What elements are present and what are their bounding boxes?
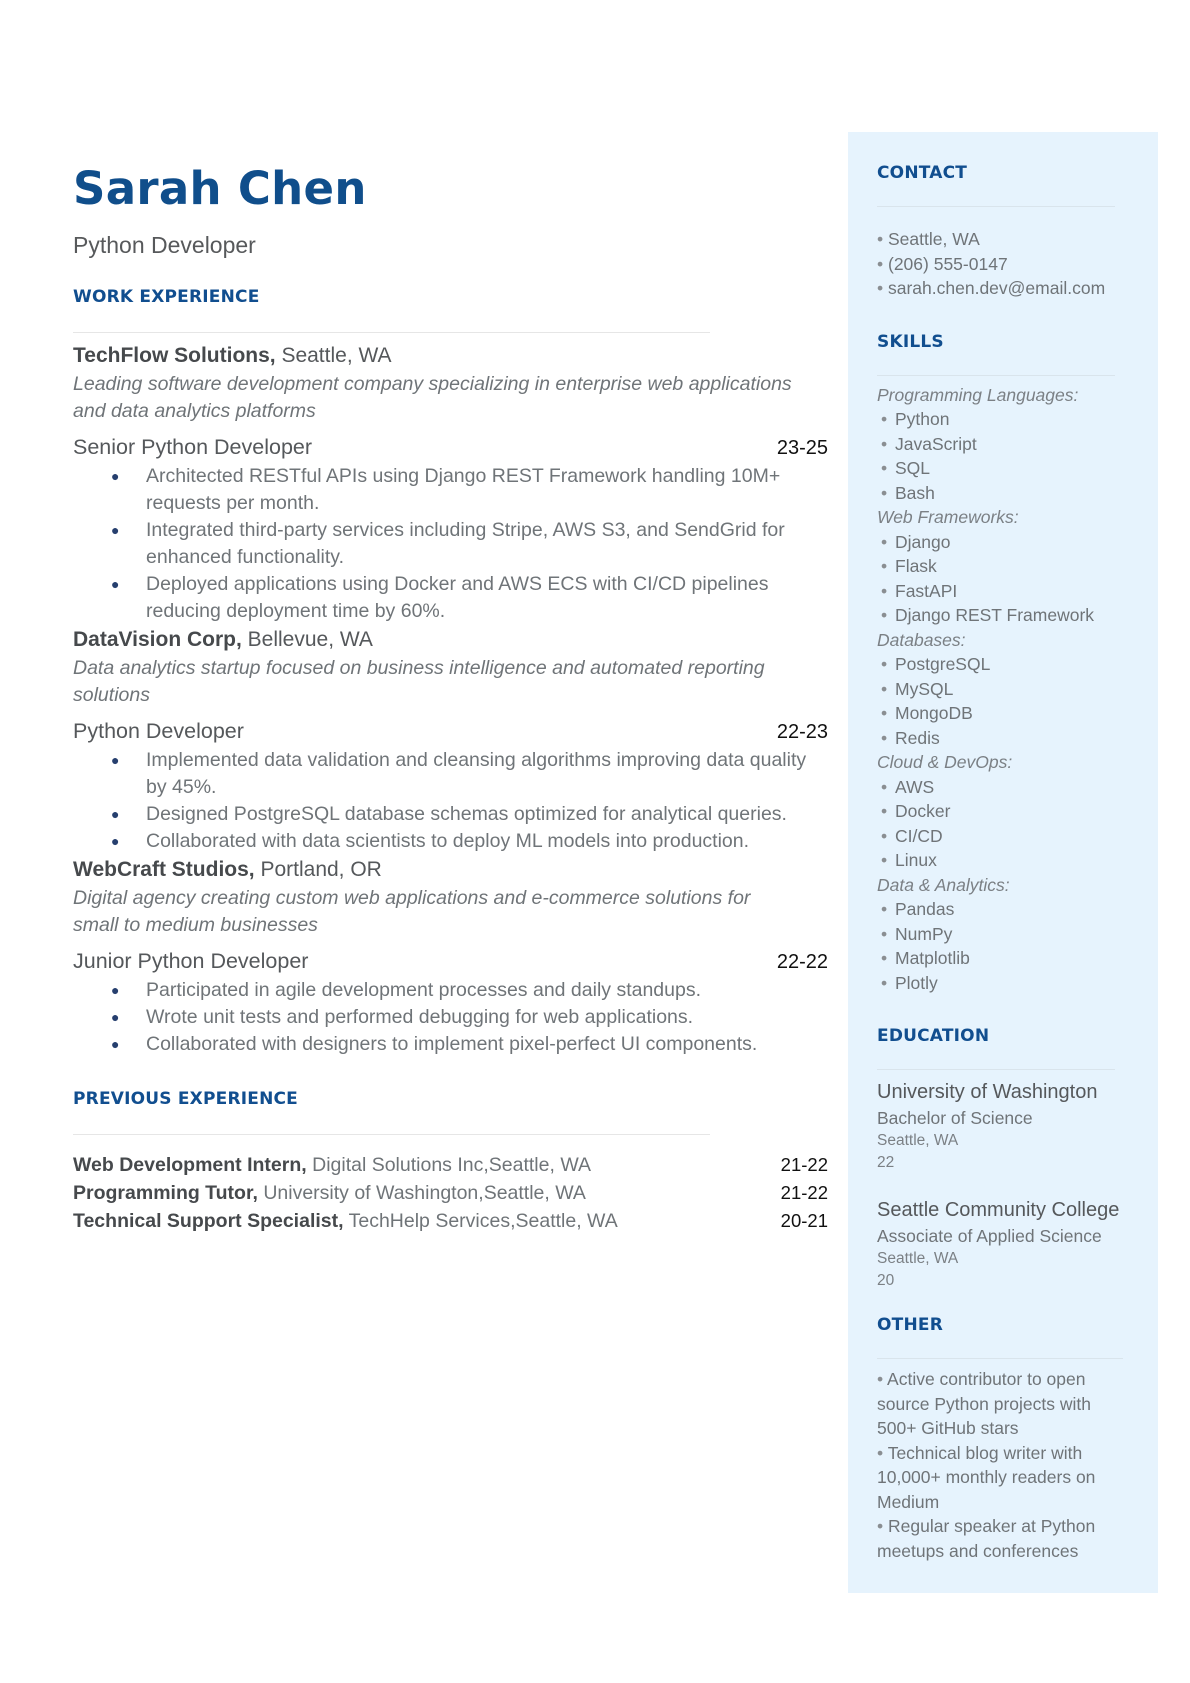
school-degree: Associate of Applied Science bbox=[877, 1226, 1102, 1246]
achievement-item: ● Wrote unit tests and performed debugging for web applications. bbox=[111, 1004, 828, 1031]
job-entry bbox=[73, 855, 828, 1058]
sidebar-divider bbox=[877, 1069, 1115, 1070]
bullet-dot-icon: • bbox=[881, 433, 888, 454]
previous-org: Digital Solutions Inc,Seattle, WA bbox=[306, 1154, 592, 1176]
skill-name: SQL bbox=[895, 458, 931, 478]
candidate-name: Sarah Chen bbox=[73, 162, 367, 215]
other-item-text: Active contributor to open source Python projects with 500+ GitHub stars bbox=[877, 1369, 1091, 1438]
education-heading: EDUCATION bbox=[877, 1026, 990, 1046]
company-location: Bellevue, WA bbox=[241, 628, 373, 651]
contact-phone-text: (206) 555-0147 bbox=[888, 253, 1008, 274]
other-heading: OTHER bbox=[877, 1315, 943, 1335]
bullet-dot-icon: • bbox=[881, 703, 888, 723]
role-title: Senior Python Developer bbox=[73, 435, 313, 459]
contact-heading: CONTACT bbox=[877, 163, 968, 183]
skill-name: Bash bbox=[895, 482, 935, 503]
bullet-dot-icon: • bbox=[881, 825, 888, 846]
contact-list bbox=[877, 227, 1128, 301]
contact-email bbox=[877, 276, 1128, 301]
previous-role: Technical Support Specialist, bbox=[73, 1210, 344, 1232]
skill-name: Plotly bbox=[895, 972, 938, 993]
previous-org: University of Washington,Seattle, WA bbox=[257, 1182, 586, 1204]
company-name: TechFlow Solutions, bbox=[73, 344, 276, 367]
skill-item bbox=[877, 824, 1128, 849]
bullet-dot-icon: • bbox=[877, 1516, 888, 1536]
company-location: Seattle, WA bbox=[275, 344, 392, 367]
sidebar-divider bbox=[877, 1358, 1123, 1359]
skill-name: MySQL bbox=[895, 678, 954, 699]
skill-item bbox=[877, 775, 1128, 800]
job-entry bbox=[73, 341, 828, 625]
previous-experience-row bbox=[73, 1179, 828, 1207]
bullet-dot-icon: • bbox=[881, 776, 888, 797]
skill-name: MongoDB bbox=[895, 703, 973, 723]
sidebar-divider bbox=[877, 206, 1115, 207]
contact-phone bbox=[877, 252, 1128, 277]
work-experience-list bbox=[73, 341, 828, 1058]
other-item bbox=[877, 1514, 1127, 1563]
skill-item bbox=[877, 848, 1128, 873]
skill-name: Django REST Framework bbox=[895, 605, 1095, 625]
previous-dates: 21-22 bbox=[780, 1182, 828, 1203]
achievement-list bbox=[111, 977, 828, 1058]
role-dates: 22-22 bbox=[776, 951, 828, 973]
other-item-text: Regular speaker at Python meetups and conferences bbox=[877, 1516, 1096, 1561]
skill-name: Pandas bbox=[895, 899, 955, 919]
skill-item bbox=[877, 481, 1128, 506]
skill-name: FastAPI bbox=[895, 580, 958, 601]
bullet-dot-icon: • bbox=[881, 531, 888, 552]
previous-experience-text bbox=[73, 1152, 591, 1179]
achievement-item: ● Implemented data validation and cleansing algorithms improving data quality by 45%. bbox=[111, 747, 828, 801]
skill-name: AWS bbox=[895, 776, 935, 797]
company-line bbox=[73, 341, 828, 371]
previous-dates: 20-21 bbox=[780, 1210, 828, 1231]
previous-org: TechHelp Services,Seattle, WA bbox=[343, 1210, 618, 1232]
previous-experience-text bbox=[73, 1180, 586, 1207]
previous-dates: 21-22 bbox=[780, 1154, 828, 1175]
skill-item bbox=[877, 677, 1128, 702]
bullet-dot-icon: • bbox=[881, 482, 888, 503]
bullet-dot-icon: • bbox=[877, 1369, 888, 1389]
skill-name: Matplotlib bbox=[895, 948, 970, 968]
previous-experience-list bbox=[73, 1151, 828, 1235]
contact-location bbox=[877, 227, 1128, 252]
school-year: 22 bbox=[877, 1154, 895, 1171]
company-description: Leading software development company specializing in enterprise web applications and data analytics platforms bbox=[73, 373, 792, 422]
skill-name: Linux bbox=[895, 850, 937, 870]
school-degree: Bachelor of Science bbox=[877, 1108, 1033, 1128]
skill-item bbox=[877, 407, 1128, 432]
skill-name: Flask bbox=[895, 556, 937, 576]
skill-name: Python bbox=[895, 409, 950, 429]
skills-heading: SKILLS bbox=[877, 331, 944, 352]
school-location: Seattle, WA bbox=[877, 1132, 959, 1149]
bullet-dot-icon: • bbox=[881, 409, 888, 429]
contact-email-text: sarah.chen.dev@email.com bbox=[888, 278, 1106, 298]
role-row bbox=[73, 717, 828, 747]
contact-location-text: Seattle, WA bbox=[888, 229, 980, 249]
company-name: WebCraft Studios, bbox=[73, 858, 255, 881]
school-name: University of Washington bbox=[877, 1081, 1098, 1103]
job-entry bbox=[73, 625, 828, 855]
sidebar bbox=[848, 132, 1158, 1593]
bullet-dot-icon: • bbox=[881, 580, 888, 601]
previous-role: Programming Tutor, bbox=[73, 1182, 258, 1204]
achievement-item: ● Participated in agile development processes and daily standups. bbox=[111, 977, 828, 1004]
achievement-item: ● Designed PostgreSQL database schemas optimized for analytical queries. bbox=[111, 801, 828, 828]
achievement-item: ● Integrated third-party services including Stripe, AWS S3, and SendGrid for enhanced functionality. bbox=[111, 517, 828, 571]
achievement-item: ● Collaborated with data scientists to deploy ML models into production. bbox=[111, 828, 828, 855]
previous-role: Web Development Intern, bbox=[73, 1154, 307, 1176]
previous-experience-heading: PREVIOUS EXPERIENCE bbox=[73, 1089, 298, 1109]
skill-category-label: Programming Languages: bbox=[877, 384, 1079, 405]
skill-name: NumPy bbox=[895, 923, 953, 944]
main-column bbox=[73, 160, 828, 1235]
previous-experience-row bbox=[73, 1151, 828, 1179]
skills-list bbox=[877, 383, 1128, 996]
skill-item bbox=[877, 971, 1128, 996]
skill-item bbox=[877, 603, 1128, 628]
previous-experience-text bbox=[73, 1208, 618, 1235]
achievement-list bbox=[111, 463, 828, 625]
skill-item bbox=[877, 652, 1128, 677]
school-entry bbox=[877, 1196, 1128, 1292]
skill-name: Redis bbox=[895, 727, 940, 748]
role-row bbox=[73, 947, 828, 977]
skill-item bbox=[877, 799, 1128, 824]
achievement-list bbox=[111, 747, 828, 855]
section-divider bbox=[73, 332, 710, 333]
candidate-title: Python Developer bbox=[73, 232, 256, 258]
bullet-dot-icon: • bbox=[881, 948, 888, 968]
previous-experience-row bbox=[73, 1207, 828, 1235]
skill-category-label: Cloud & DevOps: bbox=[877, 752, 1013, 772]
bullet-dot-icon: • bbox=[881, 678, 888, 699]
other-item-text: Technical blog writer with 10,000+ monthly readers on Medium bbox=[877, 1442, 1096, 1512]
company-line bbox=[73, 855, 828, 885]
bullet-dot-icon: • bbox=[881, 556, 888, 576]
company-description: Digital agency creating custom web applications and e-commerce solutions for small to medium businesses bbox=[73, 887, 751, 936]
skill-item bbox=[877, 922, 1128, 947]
bullet-dot-icon: • bbox=[877, 278, 888, 298]
skill-name: Django bbox=[895, 531, 951, 552]
skill-category-label: Databases: bbox=[877, 629, 966, 650]
skill-item bbox=[877, 946, 1128, 971]
sidebar-divider bbox=[877, 375, 1115, 376]
skill-category-label: Web Frameworks: bbox=[877, 507, 1019, 527]
skill-name: Docker bbox=[895, 801, 951, 821]
skill-item bbox=[877, 897, 1128, 922]
skill-name: JavaScript bbox=[895, 433, 977, 454]
role-title: Python Developer bbox=[73, 719, 244, 743]
bullet-dot-icon: • bbox=[881, 923, 888, 944]
bullet-dot-icon: • bbox=[881, 727, 888, 748]
role-row bbox=[73, 433, 828, 463]
school-year: 20 bbox=[877, 1272, 895, 1289]
company-location: Portland, OR bbox=[254, 858, 382, 881]
bullet-dot-icon: • bbox=[881, 972, 888, 993]
role-dates: 23-25 bbox=[776, 437, 828, 459]
bullet-dot-icon: • bbox=[881, 654, 888, 674]
company-name: DataVision Corp, bbox=[73, 628, 242, 651]
skill-name: PostgreSQL bbox=[895, 654, 991, 674]
skill-item bbox=[877, 579, 1128, 604]
achievement-item: ● Architected RESTful APIs using Django REST Framework handling 10M+ requests per month. bbox=[111, 463, 828, 517]
bullet-dot-icon: • bbox=[881, 605, 888, 625]
other-item bbox=[877, 1367, 1127, 1441]
bullet-dot-icon: • bbox=[881, 850, 888, 870]
skill-item bbox=[877, 726, 1128, 751]
skill-item bbox=[877, 554, 1128, 579]
skill-name: CI/CD bbox=[895, 825, 943, 846]
section-divider bbox=[73, 1134, 710, 1135]
skill-item bbox=[877, 432, 1128, 457]
bullet-dot-icon: • bbox=[877, 1442, 888, 1463]
bullet-dot-icon: • bbox=[881, 801, 888, 821]
school-entry bbox=[877, 1078, 1128, 1174]
bullet-dot-icon: • bbox=[881, 458, 888, 478]
skill-item bbox=[877, 701, 1128, 726]
work-experience-heading: WORK EXPERIENCE bbox=[73, 287, 260, 307]
skill-category-label: Data & Analytics: bbox=[877, 874, 1010, 895]
achievement-item: ● Deployed applications using Docker and AWS ECS with CI/CD pipelines reducing deployment time by 60%. bbox=[111, 571, 828, 625]
role-title: Junior Python Developer bbox=[73, 949, 309, 973]
school-location: Seattle, WA bbox=[877, 1250, 959, 1267]
bullet-dot-icon: • bbox=[877, 253, 888, 274]
role-dates: 22-23 bbox=[776, 721, 828, 743]
bullet-dot-icon: • bbox=[881, 899, 888, 919]
other-item bbox=[877, 1441, 1127, 1515]
skill-item bbox=[877, 456, 1128, 481]
bullet-dot-icon: • bbox=[877, 229, 888, 249]
company-line bbox=[73, 625, 828, 655]
school-name: Seattle Community College bbox=[877, 1199, 1120, 1221]
achievement-item: ● Collaborated with designers to implement pixel-perfect UI components. bbox=[111, 1031, 828, 1058]
company-description: Data analytics startup focused on business intelligence and automated reporting solutions bbox=[73, 657, 765, 706]
skill-item bbox=[877, 530, 1128, 555]
other-list bbox=[877, 1367, 1127, 1563]
education-list bbox=[877, 1078, 1128, 1292]
